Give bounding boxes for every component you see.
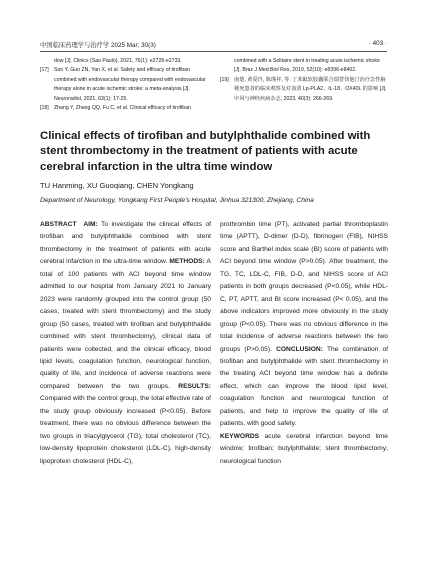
results-text-part2: prothrombin time (PT), activated partial thromboplastin time (APTT), D-dimer (D-D), fibrinogen (FIB), NIHSS score and Barthel index scale (BI) score of patients with ACI beyond time window (P>0.05). After treatment, the TG, TC, LDL-C, FIB, D-D, and NIHSS score of ACI patients in both groups decreased (P<0.05), while HDL-C, PT, APTT, and BI score increased (P< 0.05), and the above indicators improved more obviously in the study group (P<0.05). There was no obvious difference in the total incidence of adverse reactions between the two groups (P>0.05). bbox=[220, 221, 388, 353]
reference-item bbox=[40, 57, 212, 66]
reference-text: Sun Y, Guo ZN, Yan X, et al. Safety and efficacy of tirofiban combined with endovascular therapy compared with endovascular therapy alone in acute ischemic stroke: a meta-analysis [J]. Neuroradiol, 2021, 63(1): 17-25. bbox=[54, 67, 206, 102]
conclusion-text: The combination of tirofiban and butylphthalide with stent thrombectomy in the treating ACI beyond time window has a definite effect, which can improve the blood lipid level, coagulation function and neurological function of patients, and help to improve the quality of life of patients, with good safety. bbox=[220, 345, 388, 428]
reference-number: [18] bbox=[40, 105, 49, 112]
keywords-text: acute cerebral infarction beyond time window; tirofiban; butylphthalide; stent thrombectomy; neurological function bbox=[220, 432, 388, 465]
reference-number: [17] bbox=[40, 67, 49, 74]
conclusion-label: CONCLUSION: bbox=[276, 345, 323, 353]
methods-label: METHODS: bbox=[169, 258, 205, 266]
results-text-part1: Compared with the control group, the total effective rate of the study group obviously increased (P<0.05). Before treatment, there was no obvious difference between the two groups in triacylglycerol (TG), total cholesterol (TC), low-density lipoprotein cholesterol (LDL-C), high-density lipoprotein cholesterol (HDL-C), bbox=[40, 395, 211, 465]
references-right-column bbox=[220, 57, 388, 104]
journal-citation: 中国临床药理学与治疗学 2025 Mar; 30(3) bbox=[40, 42, 156, 49]
abstract-right-column bbox=[220, 219, 388, 468]
aim-label: AIM: bbox=[83, 221, 98, 228]
abstract-label: ABSTRACT bbox=[40, 221, 77, 228]
references-left-column bbox=[40, 57, 212, 113]
article-title: Clinical effects of tirofiban and butylphthalide combined with stent thrombectomy in the treatment of patients with acute cerebral infarction in the ultra time window bbox=[40, 130, 371, 173]
reference-text: dow [J]. Clinics (Sao Paulo), 2021, 76(1): e2728-e2733. bbox=[54, 58, 182, 64]
page-number: · 403 · bbox=[368, 40, 387, 47]
reference-item bbox=[40, 66, 212, 104]
keywords-label: KEYWORDS bbox=[220, 432, 260, 440]
reference-item bbox=[40, 104, 212, 113]
results-label: RESULTS: bbox=[178, 382, 211, 390]
reference-text: Zhang Y, Zhang QQ, Fu C, et al. Clinical efficacy of tirofiban bbox=[54, 105, 191, 112]
article-affiliation: Department of Neurology, Yongkang First People's Hospital, Jinhua 321300, Zhejiang, China bbox=[40, 197, 314, 204]
reference-text: 南楚, 黄爱玲, 陈瑾祥, 等. 丁苯酞软胶囊联合瑞替伐他汀治疗急性脑梗死患者的临床观察及对血清 Lp-PLA2、IL-18、OX40L 的影响 [J]. 中风与神经疾病杂志, 2023, 40(3): 266-269. bbox=[234, 76, 387, 102]
article-authors: TU Hanming, XU Guoqiang, CHEN Yongkang bbox=[40, 181, 194, 190]
abstract-left-column bbox=[40, 219, 211, 468]
reference-item bbox=[220, 57, 388, 76]
header-rule bbox=[40, 51, 387, 52]
methods-text: A total of 100 patients with ACI beyond time window admitted to our hospital from January 2021 to January 2023 were randomly grouped into the control group (50 cases, treated with stent thrombectomy) and the study group (50 cases, treated with tirofiban and butylphthalide combined with stent thrombectomy), clinical data of patients were collected, and the clinical efficacy, blood lipid levels, coagulation function, neurological function, quality of life, and incidence of adverse reactions were compared between the two groups. bbox=[40, 258, 211, 390]
aim-text: To investigate the clinical effects of tirofiban and butylphthalide combined with stent thrombectomy in the treatment of patients with acute cerebral infarction in the ultra-time window. bbox=[40, 221, 211, 266]
reference-number: [19] bbox=[220, 76, 229, 83]
reference-text: combined with a Solitaire stent in treating acute ischemic stroke [J]. Braz J Med Biol Res, 2019, 52(10): e8396-e8402. bbox=[234, 58, 380, 74]
reference-item bbox=[220, 76, 388, 104]
